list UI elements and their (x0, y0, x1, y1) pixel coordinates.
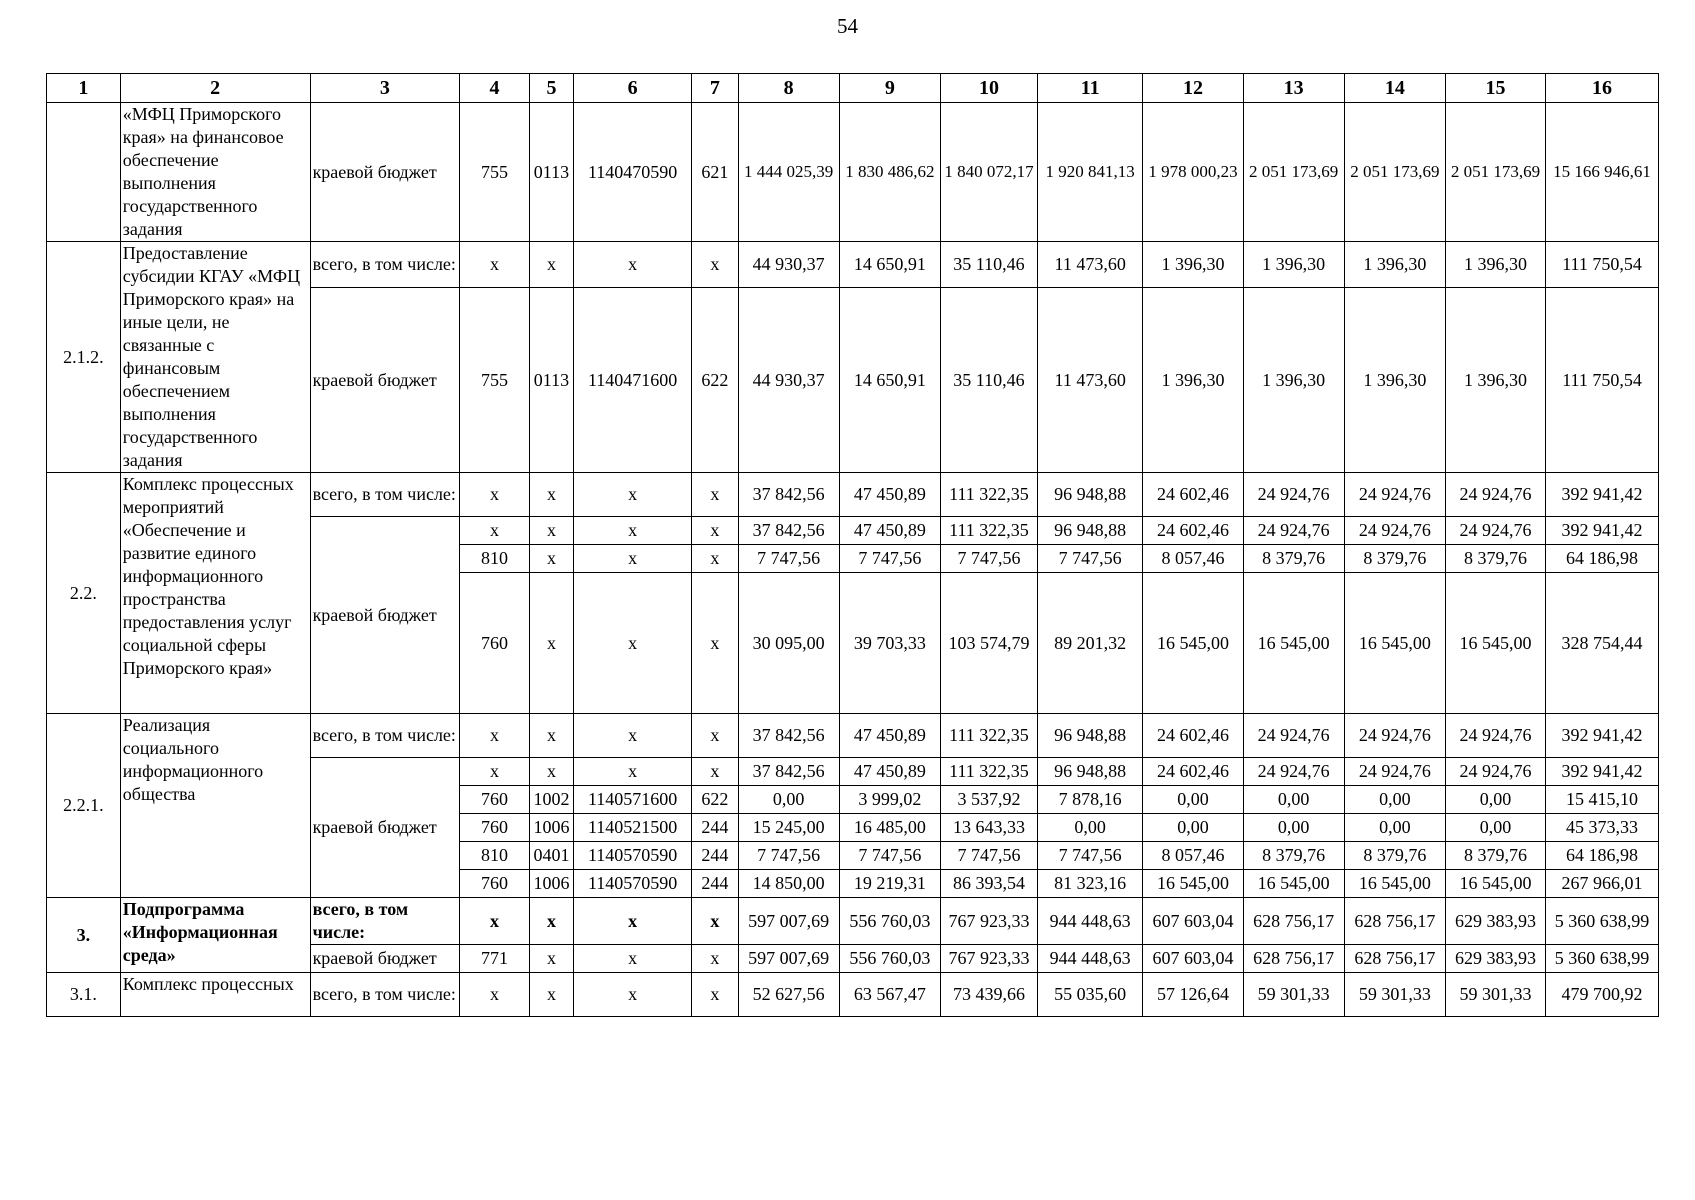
col-5-cell: x (529, 242, 573, 288)
value-col-13: 1 396,30 (1243, 242, 1344, 288)
value-col-16: 111 750,54 (1546, 242, 1659, 288)
value-col-9: 1 830 486,62 (839, 103, 940, 242)
value-col-9: 39 703,33 (839, 573, 940, 714)
value-col-16: 479 700,92 (1546, 973, 1659, 1017)
funding-source: краевой бюджет (310, 758, 460, 898)
value-col-9: 3 999,02 (839, 786, 940, 814)
value-col-13: 16 545,00 (1243, 573, 1344, 714)
code-cell (47, 103, 121, 242)
value-col-14: 1 396,30 (1344, 242, 1445, 288)
value-col-8: 44 930,37 (738, 288, 839, 473)
value-col-15: 629 383,93 (1445, 945, 1545, 973)
value-col-14: 628 756,17 (1344, 898, 1445, 945)
value-col-8: 52 627,56 (738, 973, 839, 1017)
funding-source: краевой бюджет (310, 103, 460, 242)
col-6-cell: x (574, 573, 692, 714)
header-col-1: 1 (47, 74, 121, 103)
value-col-14: 0,00 (1344, 814, 1445, 842)
value-col-13: 8 379,76 (1243, 842, 1344, 870)
value-col-11: 55 035,60 (1037, 973, 1142, 1017)
col-7-cell: x (692, 545, 738, 573)
col-5-cell: x (529, 945, 573, 973)
header-col-2: 2 (120, 74, 310, 103)
funding-source: краевой бюджет (310, 517, 460, 714)
col-6-cell: x (574, 945, 692, 973)
col-7-cell: x (692, 573, 738, 714)
value-col-14: 16 545,00 (1344, 870, 1445, 898)
value-col-14: 24 924,76 (1344, 758, 1445, 786)
value-col-12: 607 603,04 (1143, 945, 1243, 973)
value-col-10: 7 747,56 (940, 842, 1037, 870)
value-col-13: 628 756,17 (1243, 898, 1344, 945)
item-name: Комплекс процессных (120, 973, 310, 1017)
value-col-16: 392 941,42 (1546, 714, 1659, 758)
value-col-11: 7 878,16 (1037, 786, 1142, 814)
value-col-11: 89 201,32 (1037, 573, 1142, 714)
col-7-cell: 244 (692, 842, 738, 870)
value-col-15: 8 379,76 (1445, 545, 1545, 573)
col-6-cell: x (574, 473, 692, 517)
col-5-cell: 1002 (529, 786, 573, 814)
col-6-cell: x (574, 973, 692, 1017)
value-col-9: 47 450,89 (839, 714, 940, 758)
item-name: Подпрограмма «Информационная среда» (120, 898, 310, 973)
value-col-9: 556 760,03 (839, 945, 940, 973)
value-col-15: 2 051 173,69 (1445, 103, 1545, 242)
value-col-11: 7 747,56 (1037, 545, 1142, 573)
value-col-10: 103 574,79 (940, 573, 1037, 714)
col-6-cell: x (574, 545, 692, 573)
value-col-10: 73 439,66 (940, 973, 1037, 1017)
col-7-cell: 244 (692, 814, 738, 842)
col-7-cell: x (692, 473, 738, 517)
funding-source: всего, в том числе: (310, 242, 460, 288)
value-col-15: 59 301,33 (1445, 973, 1545, 1017)
value-col-12: 57 126,64 (1143, 973, 1243, 1017)
value-col-12: 24 602,46 (1143, 473, 1243, 517)
col-4-cell: x (460, 517, 530, 545)
col-5-cell: x (529, 898, 573, 945)
header-col-15: 15 (1445, 74, 1545, 103)
value-col-9: 14 650,91 (839, 288, 940, 473)
value-col-16: 15 415,10 (1546, 786, 1659, 814)
col-5-cell: x (529, 973, 573, 1017)
value-col-14: 24 924,76 (1344, 714, 1445, 758)
table-row (47, 242, 1659, 288)
col-7-cell: x (692, 898, 738, 945)
value-col-9: 7 747,56 (839, 545, 940, 573)
col-6-cell: 1140571600 (574, 786, 692, 814)
header-col-13: 13 (1243, 74, 1344, 103)
value-col-8: 14 850,00 (738, 870, 839, 898)
value-col-12: 16 545,00 (1143, 870, 1243, 898)
value-col-15: 8 379,76 (1445, 842, 1545, 870)
value-col-15: 629 383,93 (1445, 898, 1545, 945)
value-col-11: 96 948,88 (1037, 473, 1142, 517)
col-6-cell: 1140521500 (574, 814, 692, 842)
col-5-cell: 0113 (529, 288, 573, 473)
value-col-14: 8 379,76 (1344, 545, 1445, 573)
value-col-11: 944 448,63 (1037, 945, 1142, 973)
header-col-4: 4 (460, 74, 530, 103)
item-code: 3. (47, 898, 121, 973)
col-4-cell: 760 (460, 786, 530, 814)
value-col-15: 24 924,76 (1445, 714, 1545, 758)
value-col-15: 24 924,76 (1445, 758, 1545, 786)
value-col-12: 24 602,46 (1143, 714, 1243, 758)
value-col-12: 0,00 (1143, 786, 1243, 814)
header-col-10: 10 (940, 74, 1037, 103)
col-5-cell: 0401 (529, 842, 573, 870)
col-6-cell: 1140570590 (574, 842, 692, 870)
value-col-9: 19 219,31 (839, 870, 940, 898)
value-col-15: 1 396,30 (1445, 288, 1545, 473)
value-col-15: 16 545,00 (1445, 870, 1545, 898)
col-7-cell: 622 (692, 786, 738, 814)
value-col-16: 392 941,42 (1546, 517, 1659, 545)
value-col-14: 24 924,76 (1344, 473, 1445, 517)
col-4-cell: 760 (460, 573, 530, 714)
col-7-cell: x (692, 945, 738, 973)
col-5-cell: x (529, 545, 573, 573)
col-5-cell: x (529, 473, 573, 517)
value-col-16: 111 750,54 (1546, 288, 1659, 473)
col-5-cell: 1006 (529, 814, 573, 842)
value-col-15: 24 924,76 (1445, 473, 1545, 517)
value-col-13: 0,00 (1243, 786, 1344, 814)
value-col-11: 7 747,56 (1037, 842, 1142, 870)
value-col-16: 64 186,98 (1546, 545, 1659, 573)
col-4-cell: x (460, 242, 530, 288)
value-col-15: 1 396,30 (1445, 242, 1545, 288)
col-7-cell: 622 (692, 288, 738, 473)
value-col-10: 111 322,35 (940, 517, 1037, 545)
item-code: 2.2.1. (47, 714, 121, 898)
value-col-13: 628 756,17 (1243, 945, 1344, 973)
col-7-cell: x (692, 758, 738, 786)
value-col-8: 30 095,00 (738, 573, 839, 714)
col-6-cell: 1140470590 (574, 103, 692, 242)
col-4-cell: 771 (460, 945, 530, 973)
value-col-16: 328 754,44 (1546, 573, 1659, 714)
col-4-cell: 810 (460, 842, 530, 870)
value-col-11: 81 323,16 (1037, 870, 1142, 898)
col-4-cell: 760 (460, 870, 530, 898)
header-col-11: 11 (1037, 74, 1142, 103)
col-4-cell: 755 (460, 288, 530, 473)
value-col-9: 14 650,91 (839, 242, 940, 288)
value-col-10: 35 110,46 (940, 242, 1037, 288)
value-col-11: 11 473,60 (1037, 242, 1142, 288)
col-6-cell: x (574, 758, 692, 786)
value-col-9: 16 485,00 (839, 814, 940, 842)
value-col-8: 7 747,56 (738, 842, 839, 870)
value-col-12: 607 603,04 (1143, 898, 1243, 945)
value-col-16: 392 941,42 (1546, 473, 1659, 517)
value-col-14: 8 379,76 (1344, 842, 1445, 870)
value-col-8: 37 842,56 (738, 517, 839, 545)
value-col-15: 0,00 (1445, 814, 1545, 842)
value-col-9: 556 760,03 (839, 898, 940, 945)
col-4-cell: 760 (460, 814, 530, 842)
value-col-15: 24 924,76 (1445, 517, 1545, 545)
col-5-cell: 1006 (529, 870, 573, 898)
table-row (47, 103, 1659, 242)
value-col-8: 597 007,69 (738, 898, 839, 945)
value-col-13: 0,00 (1243, 814, 1344, 842)
value-col-8: 37 842,56 (738, 714, 839, 758)
value-col-12: 1 396,30 (1143, 242, 1243, 288)
value-col-12: 24 602,46 (1143, 758, 1243, 786)
header-col-5: 5 (529, 74, 573, 103)
item-name: «МФЦ Приморского края» на финансовое обеспечение выполнения государственного задания (120, 103, 310, 242)
value-col-8: 15 245,00 (738, 814, 839, 842)
col-4-cell: 810 (460, 545, 530, 573)
value-col-10: 111 322,35 (940, 714, 1037, 758)
item-code: 2.1.2. (47, 242, 121, 473)
col-4-cell: x (460, 898, 530, 945)
col-5-cell: x (529, 714, 573, 758)
funding-source: всего, в том числе: (310, 898, 460, 945)
header-col-9: 9 (839, 74, 940, 103)
col-5-cell: x (529, 573, 573, 714)
value-col-8: 597 007,69 (738, 945, 839, 973)
col-7-cell: x (692, 973, 738, 1017)
item-code: 3.1. (47, 973, 121, 1017)
col-4-cell: 755 (460, 103, 530, 242)
funding-source: краевой бюджет (310, 945, 460, 973)
table-row (47, 898, 1659, 945)
col-7-cell: x (692, 517, 738, 545)
col-7-cell: x (692, 714, 738, 758)
value-col-11: 0,00 (1037, 814, 1142, 842)
value-col-10: 111 322,35 (940, 758, 1037, 786)
header-col-3: 3 (310, 74, 460, 103)
col-6-cell: x (574, 242, 692, 288)
value-col-16: 267 966,01 (1546, 870, 1659, 898)
value-col-14: 2 051 173,69 (1344, 103, 1445, 242)
value-col-11: 96 948,88 (1037, 714, 1142, 758)
value-col-14: 628 756,17 (1344, 945, 1445, 973)
header-col-6: 6 (574, 74, 692, 103)
value-col-13: 1 396,30 (1243, 288, 1344, 473)
header-row (47, 74, 1659, 103)
value-col-10: 7 747,56 (940, 545, 1037, 573)
value-col-12: 1 978 000,23 (1143, 103, 1243, 242)
value-col-16: 392 941,42 (1546, 758, 1659, 786)
value-col-12: 8 057,46 (1143, 842, 1243, 870)
value-col-11: 1 920 841,13 (1037, 103, 1142, 242)
item-name: Комплекс процессных мероприятий «Обеспечение и развитие единого информационного пространства предоставления услуг социальной сферы Приморского края» (120, 473, 310, 714)
header-col-14: 14 (1344, 74, 1445, 103)
value-col-14: 24 924,76 (1344, 517, 1445, 545)
value-col-13: 24 924,76 (1243, 714, 1344, 758)
value-col-8: 37 842,56 (738, 473, 839, 517)
value-col-14: 59 301,33 (1344, 973, 1445, 1017)
value-col-10: 1 840 072,17 (940, 103, 1037, 242)
header-col-16: 16 (1546, 74, 1659, 103)
value-col-10: 767 923,33 (940, 898, 1037, 945)
value-col-9: 7 747,56 (839, 842, 940, 870)
value-col-12: 1 396,30 (1143, 288, 1243, 473)
value-col-11: 96 948,88 (1037, 758, 1142, 786)
value-col-12: 24 602,46 (1143, 517, 1243, 545)
col-6-cell: x (574, 714, 692, 758)
col-4-cell: x (460, 758, 530, 786)
value-col-8: 1 444 025,39 (738, 103, 839, 242)
table-row (47, 473, 1659, 517)
value-col-16: 5 360 638,99 (1546, 945, 1659, 973)
col-6-cell: x (574, 898, 692, 945)
value-col-13: 8 379,76 (1243, 545, 1344, 573)
value-col-10: 13 643,33 (940, 814, 1037, 842)
value-col-15: 16 545,00 (1445, 573, 1545, 714)
value-col-16: 5 360 638,99 (1546, 898, 1659, 945)
value-col-10: 111 322,35 (940, 473, 1037, 517)
value-col-13: 2 051 173,69 (1243, 103, 1344, 242)
col-4-cell: x (460, 714, 530, 758)
value-col-14: 1 396,30 (1344, 288, 1445, 473)
value-col-14: 16 545,00 (1344, 573, 1445, 714)
value-col-13: 24 924,76 (1243, 517, 1344, 545)
col-6-cell: x (574, 517, 692, 545)
value-col-16: 64 186,98 (1546, 842, 1659, 870)
value-col-9: 47 450,89 (839, 517, 940, 545)
item-name: Предоставление субсидии КГАУ «МФЦ Приморского края» на иные цели, не связанные с финансовым обеспечением выполнения государственного задания (120, 242, 310, 473)
col-4-cell: x (460, 973, 530, 1017)
col-7-cell: 621 (692, 103, 738, 242)
value-col-12: 0,00 (1143, 814, 1243, 842)
value-col-13: 16 545,00 (1243, 870, 1344, 898)
value-col-8: 0,00 (738, 786, 839, 814)
budget-table (46, 73, 1659, 1017)
value-col-10: 86 393,54 (940, 870, 1037, 898)
value-col-11: 944 448,63 (1037, 898, 1142, 945)
value-col-9: 47 450,89 (839, 758, 940, 786)
funding-source: всего, в том числе: (310, 714, 460, 758)
item-code: 2.2. (47, 473, 121, 714)
page-number: 54 (837, 14, 858, 38)
table-row (47, 973, 1659, 1017)
header-col-8: 8 (738, 74, 839, 103)
funding-source: краевой бюджет (310, 288, 460, 473)
col-7-cell: 244 (692, 870, 738, 898)
col-7-cell: x (692, 242, 738, 288)
value-col-9: 63 567,47 (839, 973, 940, 1017)
table-row (47, 714, 1659, 758)
col-6-cell: 1140471600 (574, 288, 692, 473)
header-col-12: 12 (1143, 74, 1243, 103)
header-col-7: 7 (692, 74, 738, 103)
value-col-12: 16 545,00 (1143, 573, 1243, 714)
funding-source: всего, в том числе: (310, 973, 460, 1017)
item-name: Реализация социального информационного общества (120, 714, 310, 898)
value-col-15: 0,00 (1445, 786, 1545, 814)
value-col-11: 11 473,60 (1037, 288, 1142, 473)
value-col-8: 44 930,37 (738, 242, 839, 288)
col-4-cell: x (460, 473, 530, 517)
value-col-16: 45 373,33 (1546, 814, 1659, 842)
value-col-13: 24 924,76 (1243, 473, 1344, 517)
value-col-10: 35 110,46 (940, 288, 1037, 473)
value-col-9: 47 450,89 (839, 473, 940, 517)
col-5-cell: x (529, 517, 573, 545)
value-col-10: 767 923,33 (940, 945, 1037, 973)
funding-source: всего, в том числе: (310, 473, 460, 517)
value-col-12: 8 057,46 (1143, 545, 1243, 573)
col-5-cell: 0113 (529, 103, 573, 242)
value-col-8: 37 842,56 (738, 758, 839, 786)
value-col-13: 24 924,76 (1243, 758, 1344, 786)
value-col-11: 96 948,88 (1037, 517, 1142, 545)
value-col-14: 0,00 (1344, 786, 1445, 814)
value-col-8: 7 747,56 (738, 545, 839, 573)
col-5-cell: x (529, 758, 573, 786)
col-6-cell: 1140570590 (574, 870, 692, 898)
value-col-16: 15 166 946,61 (1546, 103, 1659, 242)
value-col-13: 59 301,33 (1243, 973, 1344, 1017)
value-col-10: 3 537,92 (940, 786, 1037, 814)
